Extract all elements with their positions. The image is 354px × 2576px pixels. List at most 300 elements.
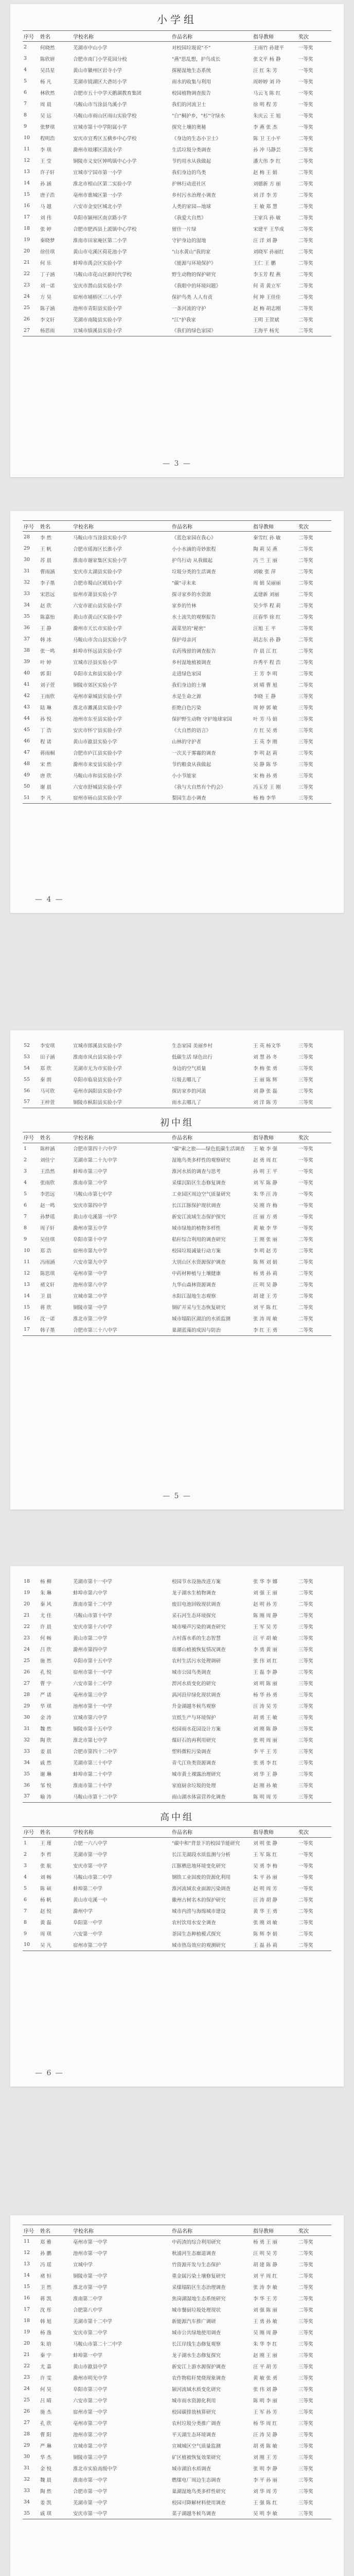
cell-name: 吴 远 (40, 113, 52, 119)
table-row (23, 42, 331, 53)
cell-name: 丁 浩 (40, 727, 52, 734)
table-row (23, 566, 331, 577)
cell-tutor: 张 伟 刘 红 (253, 1658, 278, 1664)
cell-award: 二等奖 (298, 170, 313, 176)
cell-school: 马鞍山市含山县实验小学 (73, 637, 127, 643)
award-table (23, 1040, 331, 1108)
cell-no: 21 (24, 260, 30, 265)
cell-school: 亳州市第一中学 (73, 2239, 108, 2245)
table-row (23, 1643, 331, 1655)
cell-award: 三等奖 (298, 1077, 313, 1083)
cell-name: 张一鸣 (40, 648, 55, 654)
cell-name: 郭 阳 (40, 671, 52, 677)
cell-tutor: 李 勇 黄 丽 (253, 1647, 278, 1653)
cell-tutor: 王 芳 李 明 (253, 671, 278, 677)
cell-name: 谢 晨 (40, 784, 52, 790)
table-row (23, 702, 331, 713)
table-row (23, 611, 331, 622)
cell-school: 合肥市南门小学花园分校 (73, 56, 127, 62)
award-table (23, 2225, 331, 2519)
cell-tutor: 刘 平 陈 红 (253, 1305, 278, 1311)
table-row (23, 543, 331, 554)
cell-school: 宣城市郎溪县实验小学 (73, 1043, 122, 1049)
cell-no: 25 (24, 1657, 30, 1664)
table-row (23, 1313, 331, 1324)
award-table (23, 1826, 331, 1951)
table-row (23, 1689, 331, 1700)
cell-work: 徽州古树名木的保护研究 (172, 1897, 226, 1903)
cell-work: 我们身边的鸟类 (172, 170, 206, 176)
table-row (23, 189, 331, 200)
cell-no: 54 (24, 1065, 30, 1071)
cell-award: 二等奖 (298, 1920, 313, 1926)
cell-tutor: 汪 洋 刘 静 (253, 238, 278, 244)
cell-tutor: 黄 敏 李 华 (253, 1226, 278, 1231)
cell-no: 32 (24, 2477, 30, 2482)
cell-award: 三等奖 (298, 1704, 313, 1709)
cell-award: 三等奖 (298, 2420, 313, 2427)
cell-work: 工业园区周边空气质量研究 (172, 1192, 231, 1197)
cell-name: 丁子涵 (40, 272, 55, 278)
column-header-name: 姓名 (39, 1132, 72, 1143)
cell-award: 二等奖 (298, 535, 313, 541)
table-row (23, 1905, 331, 1917)
cell-name: 吴昌星 (40, 67, 55, 74)
cell-award: 二等奖 (298, 580, 313, 586)
cell-name: 方 昊 (40, 294, 52, 300)
cell-tutor: 陈 明 李 丽 (253, 2398, 278, 2404)
cell-award: 二等奖 (298, 204, 313, 210)
cell-school: 合肥市第一中学 (73, 2488, 108, 2495)
table-row (23, 1040, 331, 1051)
cell-name: 孙梦瑶 (40, 1214, 55, 1220)
cell-no: 13 (24, 2261, 30, 2267)
cell-name: 王 帆 (40, 546, 52, 552)
cell-work: 拒绝白色污染 (172, 705, 202, 711)
cell-name: 喻 涛 (39, 1791, 72, 1802)
cell-work: 《蓝色家园在我心》 (172, 535, 216, 541)
column-header-award: 奖次 (297, 2225, 331, 2236)
cell-tutor: 刘 华 王 静 (253, 1772, 278, 1777)
cell-tutor: 刘敏 张 萍 (253, 569, 276, 575)
table-row (23, 166, 331, 178)
cell-school: 池州市青阳县实验小学 (73, 306, 122, 312)
column-header-award: 奖次 (297, 31, 331, 42)
cell-school: 淮南市田家庵区第二小学 (73, 238, 127, 244)
award-table (23, 520, 331, 804)
cell-tutor: 李 平 孙 丽 (253, 2477, 278, 2483)
cell-work: 家庭厨余垃圾的处理 (172, 1783, 216, 1789)
cell-no: 35 (23, 2508, 39, 2519)
table-row (23, 1768, 331, 1780)
cell-tutor: 朱 华 李 红 (253, 2341, 278, 2347)
table-row (23, 577, 331, 588)
cell-work: 低碳生活 绿色出行 (172, 1055, 213, 1060)
cell-award: 三等奖 (298, 739, 313, 745)
cell-school: 蚌埠市第六中学 (73, 1590, 108, 1596)
cell-school: 六安市舒城县实验小学 (73, 784, 122, 790)
cell-work: 城市公共绿地使用调查 (172, 2330, 221, 2336)
cell-work: 城市湖泊水质调查 (172, 2466, 211, 2472)
cell-no: 4 (24, 67, 27, 73)
cell-work: "山水黄山"我的家 (172, 249, 211, 255)
cell-school: 合肥市庐江县实验小学 (73, 750, 122, 756)
table-row (23, 1177, 331, 1188)
cell-no: 9 (24, 1930, 27, 1937)
cell-school: 芜湖市第一中学 (73, 2500, 108, 2506)
cell-no: 35 (24, 614, 30, 619)
table-header-row (23, 2225, 331, 2236)
cell-name: 曹 阳 (40, 2432, 52, 2438)
cell-work: 长江岸线生态修复观察 (172, 2341, 221, 2347)
cell-no: 31 (24, 2465, 30, 2471)
cell-award: 二等奖 (298, 1613, 313, 1619)
cell-no: 5 (24, 78, 27, 84)
cell-no: 56 (24, 1088, 30, 1094)
cell-award: 二等奖 (297, 325, 331, 336)
cell-tutor: 赵 明 周 芳 (253, 1886, 278, 1892)
cell-tutor: 黄 敏 张 勇 (253, 2375, 278, 2381)
cell-name: 沈一诺 (40, 1316, 55, 1322)
cell-school: 合肥市第四十六中学 (73, 1146, 117, 1153)
cell-tutor: 许秀平 程 浩 (253, 659, 281, 666)
cell-work: 一次关于雾霾的调查 (172, 750, 216, 756)
cell-tutor: 王 敏 李 强 (253, 1146, 278, 1153)
table-row (23, 1883, 331, 1894)
cell-tutor: 王 敏 郑 慧 (253, 204, 278, 210)
cell-tutor: 赵 刚 王 丽 (253, 2352, 278, 2359)
cell-no: 18 (24, 2318, 30, 2324)
cell-name: 周子轩 (40, 1226, 55, 1231)
cell-no: 24 (24, 1646, 30, 1652)
cell-tutor: 张 明 周 丽 (253, 1738, 278, 1743)
table-row (23, 2395, 331, 2406)
cell-name: 秦晓梦 (40, 238, 55, 244)
cell-tutor: 王 英 李 刚 (253, 739, 278, 745)
cell-tutor: 吴 明 李 敏 (252, 2508, 297, 2519)
cell-work: 《我与大自然有个约会》 (172, 784, 226, 790)
cell-work: 农作物秸秆焚烧现象调查 (172, 2375, 226, 2381)
cell-tutor: 李 平 王 芳 (253, 1749, 278, 1755)
table-row (23, 1199, 331, 1211)
cell-name: 秦 朗 (40, 1077, 52, 1083)
cell-school: 阜阳市第三中学 (73, 2386, 108, 2393)
cell-award: 一等奖 (298, 90, 313, 96)
cell-tutor: 汪 涛 吴 静 (253, 2432, 278, 2438)
cell-no: 19 (24, 1589, 30, 1596)
cell-name: 许子轩 (40, 170, 55, 176)
cell-award: 三等奖 (298, 773, 313, 779)
cell-name: 华 杰 (40, 2454, 52, 2461)
cell-no: 8 (24, 112, 27, 118)
table-row (23, 656, 331, 668)
cell-name: 唐子浩 (40, 192, 55, 198)
table-row (23, 2417, 331, 2429)
table-row (23, 2281, 331, 2293)
cell-name: 韩 旭 (40, 2318, 52, 2325)
cell-work: 农村饮用水安全调查 (172, 1920, 216, 1926)
table-row (23, 1233, 331, 1245)
cell-work: 我们的河流卫士 (172, 101, 206, 108)
cell-work: 《身边的生态小卫士》 (172, 135, 221, 142)
cell-school: 宣城中学 (73, 2262, 93, 2268)
table-row (23, 64, 331, 76)
cell-no: 31 (24, 568, 30, 574)
cell-no: 2 (24, 1157, 27, 1163)
cell-award: 一等奖 (298, 1214, 313, 1220)
cell-name: 何晓然 (40, 45, 55, 51)
cell-tutor: 孙 冲 马静芸 (253, 147, 281, 153)
cell-work: 农药残留的调查报告 (172, 648, 216, 654)
cell-work: 宣纸生产与环境保护 (172, 1715, 216, 1721)
cell-school: 阜阳市临泉县实验小学 (73, 1077, 122, 1083)
column-header-work: 作品名称 (171, 31, 252, 42)
cell-no: 32 (24, 1737, 30, 1743)
table-row (23, 212, 331, 223)
cell-no: 43 (24, 704, 30, 710)
cell-no: 19 (24, 237, 30, 243)
table-row (23, 1849, 331, 1860)
column-header-award: 奖次 (297, 1132, 331, 1143)
cell-work: 城市黄土裸露治理研究 (172, 1772, 221, 1777)
cell-name: 谢 琳 (40, 1772, 52, 1777)
cell-school: 宿州市第一中学 (73, 2409, 108, 2415)
cell-award: 二等奖 (298, 2239, 313, 2245)
cell-tutor: 胡 勇 王 敏 (253, 1715, 278, 1721)
cell-work: 竹资源开发与生态保护 (172, 2262, 221, 2268)
table-row (23, 1780, 331, 1791)
table-row (23, 770, 331, 781)
cell-school: 池州市第八中学 (73, 1282, 108, 1288)
cell-work: 菜子湖越冬候鸟调查 (171, 2508, 252, 2519)
cell-tutor: 汪 明 吴 静 (253, 1282, 278, 1288)
column-header-tutor: 指导教师 (252, 31, 297, 42)
cell-school: 淮南市谢家集区实验小学 (73, 557, 127, 564)
cell-name: 陈嘉怡 (40, 614, 55, 620)
cell-name: 施 杰 (40, 2409, 52, 2415)
cell-school: 亳州市蒙城县实验小学 (73, 693, 122, 700)
cell-no: 3 (24, 1862, 27, 1869)
cell-work: 走进绿色家园 (172, 671, 202, 677)
cell-award: 三等奖 (297, 1096, 331, 1108)
cell-name: 赵 悦 (40, 1909, 52, 1914)
cell-tutor: 潘大伟 李 红 (253, 158, 281, 164)
cell-award: 二等奖 (298, 1237, 313, 1243)
column-header-no: 序号 (23, 2225, 39, 2236)
cell-award: 三等奖 (298, 2443, 313, 2449)
cell-school: 马鞍山市第二中学 (73, 1875, 113, 1880)
cell-school: 淮北市第二中学 (73, 1316, 108, 1322)
cell-school: 阜阳市第十五中学 (73, 1658, 113, 1664)
cell-work: 校园可降解材料使用调查 (172, 2500, 226, 2506)
cell-name: 李 哲 (40, 1852, 52, 1858)
table-row (23, 1621, 331, 1632)
cell-tutor: 杨 勇 王 丽 (253, 2239, 278, 2245)
cell-name: 程明浩 (40, 135, 55, 142)
column-header-tutor: 指导教师 (252, 521, 297, 532)
cell-tutor: 张文平 杨 静 (253, 56, 281, 62)
cell-no: 11 (24, 146, 30, 152)
table-header-row (23, 1826, 331, 1837)
cell-no: 13 (24, 169, 30, 175)
cell-work: 山林的守护者 (172, 739, 202, 745)
cell-no: 9 (24, 1236, 27, 1242)
cell-tutor: 何 青 黄立军 (253, 283, 281, 289)
table-row (23, 1143, 331, 1154)
cell-school: 安庆市第一中学 (73, 1863, 108, 1869)
cell-name: 王 静 (40, 625, 52, 632)
table-header-row (23, 31, 331, 42)
cell-tutor: 王仁 王 鹏 (253, 260, 276, 266)
cell-name: 周 晨 (40, 101, 52, 108)
page-number: — 4 — (35, 895, 64, 904)
cell-no: 24 (24, 2386, 30, 2392)
cell-name: 苏 晨 (40, 557, 52, 564)
cell-no: 22 (24, 271, 30, 277)
cell-name: 褚文轩 (40, 1282, 55, 1288)
cell-school: 滁州市琅琊区清流小学 (73, 147, 122, 153)
cell-no: 15 (24, 192, 30, 197)
cell-work: 城市塌陷区湖泊的水质监测 (172, 1316, 231, 1322)
cell-name: 王雨欣 (40, 693, 55, 700)
table-row (23, 2440, 331, 2451)
table-row (23, 1711, 331, 1723)
cell-tutor: 汪 涛 吴 芳 (253, 1704, 278, 1709)
cell-school: 马鞍山市当涂县实验小学 (73, 535, 127, 541)
cell-tutor: 陈 刚 周 静 (253, 1613, 278, 1619)
cell-name: 沈 彤 (40, 2307, 52, 2313)
cell-tutor: 周婷婷 刘 玲 (253, 79, 281, 85)
cell-name: 金 涛 (40, 1715, 52, 1721)
cell-school: 合肥一六八中学 (73, 1841, 108, 1847)
cell-name: 蒋 欣 (40, 1305, 52, 1311)
cell-work: 《大自然的语言》 (172, 727, 211, 734)
cell-award: 三等奖 (298, 1089, 313, 1094)
cell-work: 校园雨水花园设计方案 (172, 1726, 221, 1732)
cell-school: 宣城市第二中学 (73, 1294, 108, 1299)
cell-tutor: 宋 梅 孙 勇 (253, 773, 278, 779)
cell-name: 秦 风 (40, 1602, 52, 1607)
cell-name: 张梦琪 (40, 124, 55, 130)
cell-no: 34 (24, 2499, 30, 2505)
cell-award: 二等奖 (297, 1324, 331, 1335)
cell-tutor: 赵 刚 孙 敏 (253, 1783, 278, 1789)
cell-award: 一等奖 (298, 45, 313, 51)
column-header-work: 作品名称 (171, 1826, 252, 1837)
cell-school: 安庆市太湖县实验小学 (73, 569, 122, 575)
cell-work: 农村生活污水处理调研 (172, 1658, 221, 1664)
cell-no: 14 (24, 2273, 30, 2278)
cell-school: 黄山市徽州区岩寺小学 (73, 67, 122, 74)
cell-work: 《我们的绿色家园》 (171, 325, 252, 336)
table-row (23, 2372, 331, 2383)
cell-name: 唐 欣 (40, 773, 52, 779)
cell-tutor: 刘德新 方 丽 (253, 181, 281, 187)
cell-school: 合肥市蜀山区琥珀小学 (73, 580, 122, 586)
cell-no: 50 (24, 784, 30, 789)
cell-name: 秦 宇 (40, 2352, 52, 2359)
cell-work: 校园植物调查报告 (172, 90, 211, 96)
cell-no: 16 (24, 2295, 30, 2301)
cell-tutor: 王 强 陈 红 (253, 2500, 278, 2506)
cell-work: 铜矿开采与生态恢复研究 (172, 1305, 226, 1311)
cell-name: 程 诺 (40, 739, 52, 745)
cell-award: 三等奖 (298, 750, 313, 756)
cell-school: 六安市第十二中学 (73, 1681, 113, 1687)
cell-name: 陶 欣 (40, 1738, 52, 1743)
table-header-row (23, 1132, 331, 1143)
cell-work: 青弋江鱼类资源调查 (172, 1760, 216, 1766)
cell-no: 41 (24, 682, 30, 687)
cell-school: 铜陵市第十五中学 (73, 1726, 113, 1732)
cell-school: 黄山市屯溪区荷花池小学 (73, 249, 127, 255)
cell-tutor: 陈 辉 刘 娟 (253, 1260, 278, 1265)
cell-no: 47 (24, 750, 30, 755)
cell-award: 二等奖 (298, 294, 313, 300)
table-row (23, 1609, 331, 1621)
cell-no: 30 (24, 557, 30, 563)
cell-work: 垃圾去哪儿了 (172, 1077, 202, 1083)
cell-no: 28 (24, 1691, 30, 1698)
cell-tutor: 赵 明 孙 芳 (253, 1602, 278, 1607)
cell-school: 合肥市五十中学天鹅湖教育集团 (73, 90, 142, 96)
cell-name: 刘佳宁 (40, 1158, 55, 1163)
cell-no: 27 (23, 325, 39, 336)
cell-name: 姜 凯 (40, 2500, 52, 2506)
cell-no: 7 (24, 101, 27, 107)
cell-school: 淮南市第十二中学 (73, 1602, 113, 1607)
cell-name: 陈梓涵 (40, 1146, 55, 1153)
table-row (23, 1279, 331, 1290)
cell-work: 对校园垃圾说"不" (172, 45, 211, 51)
cell-award: 三等奖 (298, 2477, 313, 2483)
cell-name: 杨 柳 (40, 1579, 52, 1585)
cell-no: 17 (24, 214, 30, 220)
cell-tutor: 汪 平 胡 芳 (253, 2364, 278, 2370)
table-row (23, 713, 331, 724)
cell-tutor: 李 红 王 勇 (252, 1324, 297, 1335)
cell-no: 11 (24, 1259, 30, 1265)
cell-tutor: 李 明 赵 芳 (253, 1248, 278, 1254)
cell-work: 新安江上游水源保护调查 (172, 2364, 226, 2370)
cell-award: 二等奖 (298, 603, 313, 609)
cell-tutor: 王 军 陈 红 (253, 1852, 278, 1858)
page-sheet (10, 1030, 344, 1510)
cell-name: 叶 婷 (40, 659, 52, 666)
cell-school: 芜湖市无为市实验小学 (73, 1066, 122, 1072)
cell-name: 朱 晗 (40, 2341, 52, 2347)
cell-school: 蚌埠第二中学 (73, 1886, 103, 1892)
cell-name: 魏 晨 (40, 2477, 52, 2483)
cell-work: "燕"思乱想，护鸟成长 (172, 56, 221, 62)
column-header-name: 姓名 (39, 1826, 72, 1837)
cell-school: 黄山市第二中学 (73, 1636, 108, 1641)
section-title: 初中组 (160, 1117, 194, 1128)
cell-no: 33 (24, 2488, 30, 2494)
cell-school: 阜阳市太和县实验小学 (73, 671, 122, 677)
cell-no: 27 (24, 2420, 30, 2426)
cell-award: 二等奖 (298, 2250, 313, 2257)
cell-name: 李子墨 (40, 580, 55, 586)
cell-school: 滁州市明光中学 (73, 2375, 108, 2381)
cell-tutor: 刘 平 周 红 (253, 2273, 278, 2279)
cell-name: 戚 琪 (39, 2508, 72, 2519)
cell-name: 韩子墨 (39, 1324, 72, 1335)
table-row (23, 223, 331, 234)
cell-no: 12 (24, 1270, 30, 1276)
cell-name: 郑 浩 (40, 1248, 52, 1254)
column-header-no: 序号 (23, 1132, 39, 1143)
